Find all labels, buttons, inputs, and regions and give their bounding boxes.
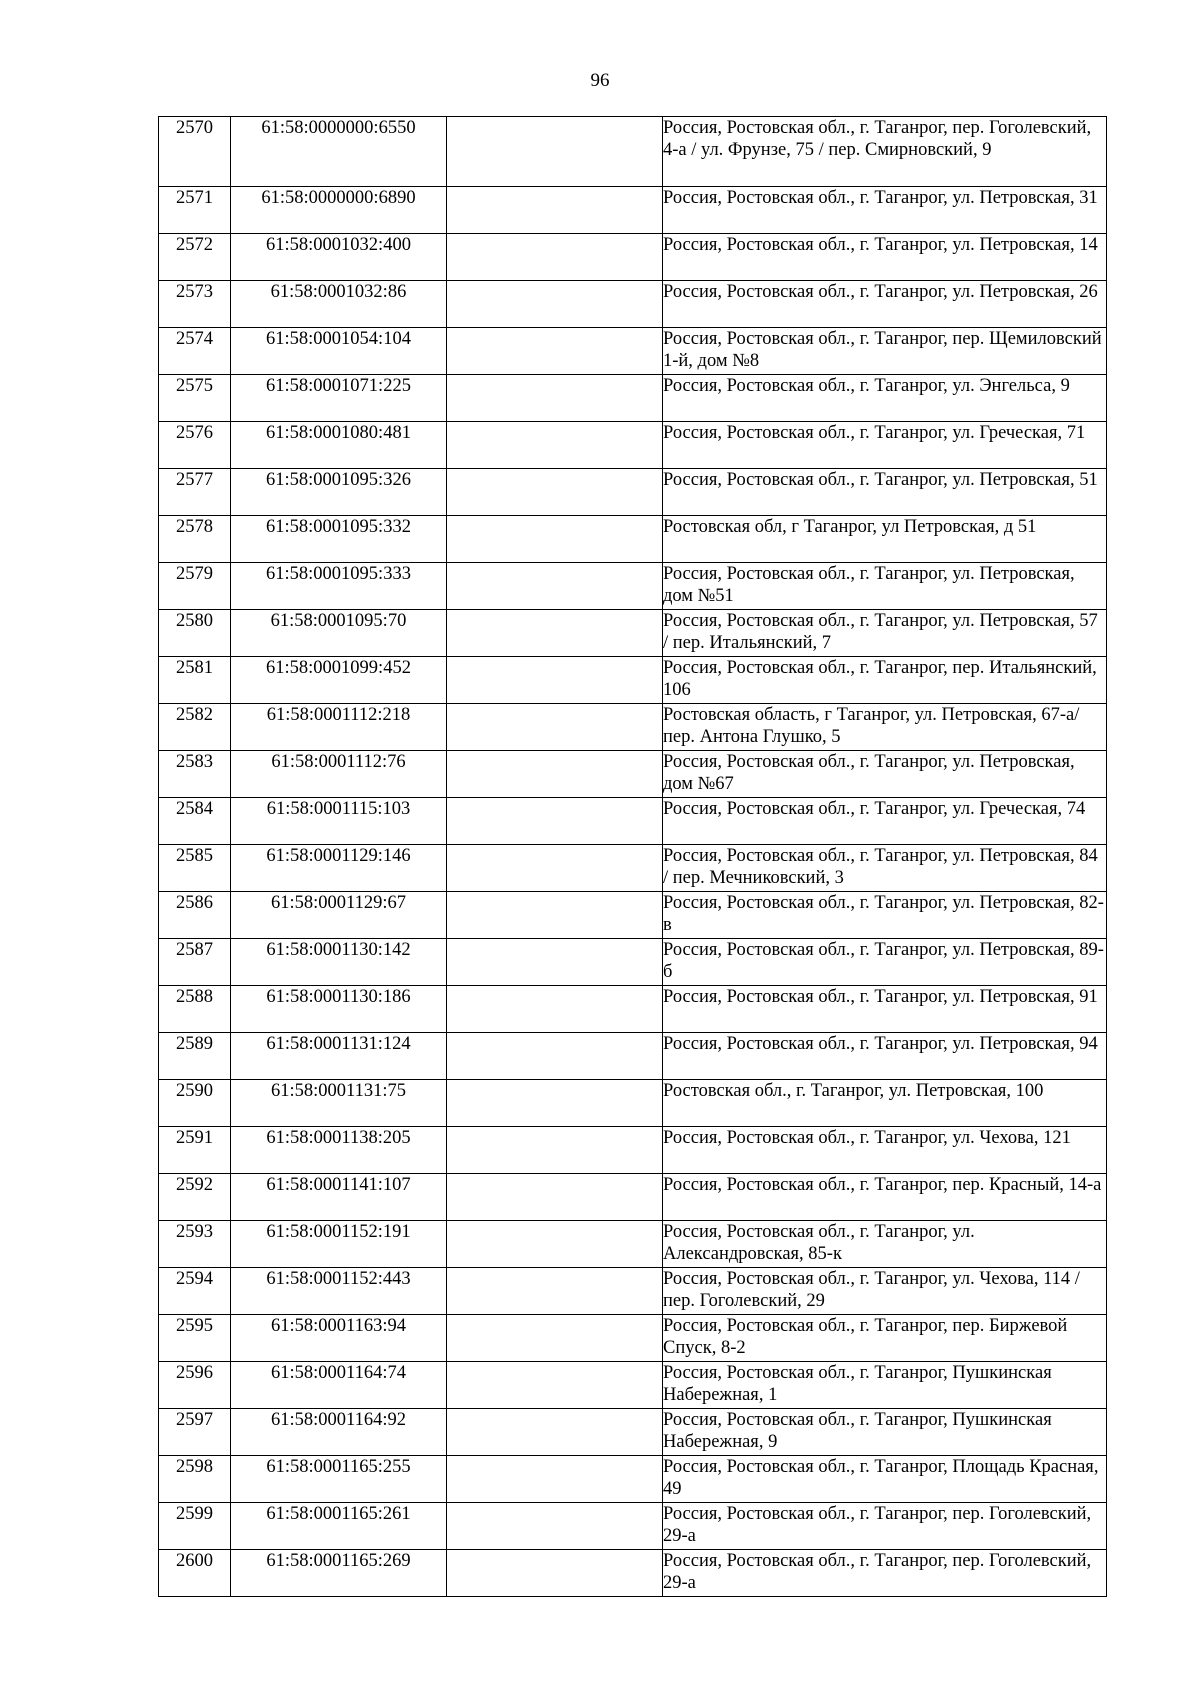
- address-cell: Россия, Ростовская обл., г. Таганрог, пер. Красный, 14-а: [663, 1174, 1107, 1221]
- row-number-cell: 2599: [159, 1503, 231, 1550]
- table-row: [159, 1315, 1107, 1362]
- table-row: [159, 117, 1107, 187]
- empty-cell: [447, 1080, 663, 1127]
- address-cell: Ростовская область, г Таганрог, ул. Петровская, 67-а/пер. Антона Глушко, 5: [663, 704, 1107, 751]
- empty-cell: [447, 1174, 663, 1221]
- row-number-cell: 2596: [159, 1362, 231, 1409]
- cadastral-number-cell: 61:58:0001095:326: [231, 469, 447, 516]
- empty-cell: [447, 798, 663, 845]
- empty-cell: [447, 117, 663, 187]
- empty-cell: [447, 1456, 663, 1503]
- cadastral-number-cell: 61:58:0001130:186: [231, 986, 447, 1033]
- empty-cell: [447, 422, 663, 469]
- row-number-cell: 2574: [159, 328, 231, 375]
- empty-cell: [447, 892, 663, 939]
- table-row: [159, 187, 1107, 234]
- empty-cell: [447, 1268, 663, 1315]
- cadastral-number-cell: 61:58:0000000:6550: [231, 117, 447, 187]
- address-cell: Россия, Ростовская обл., г. Таганрог, ул. Петровская, 57 / пер. Итальянский, 7: [663, 610, 1107, 657]
- row-number-cell: 2594: [159, 1268, 231, 1315]
- table-row: [159, 1174, 1107, 1221]
- empty-cell: [447, 751, 663, 798]
- address-cell: Россия, Ростовская обл., г. Таганрог, ул. Петровская, дом №51: [663, 563, 1107, 610]
- empty-cell: [447, 1550, 663, 1597]
- empty-cell: [447, 469, 663, 516]
- table-row: [159, 234, 1107, 281]
- address-cell: Россия, Ростовская обл., г. Таганрог, ул. Греческая, 74: [663, 798, 1107, 845]
- cadastral-number-cell: 61:58:0000000:6890: [231, 187, 447, 234]
- address-cell: Россия, Ростовская обл., г. Таганрог, ул. Петровская, 14: [663, 234, 1107, 281]
- table-row: [159, 986, 1107, 1033]
- table-row: [159, 375, 1107, 422]
- table-row: [159, 328, 1107, 375]
- cadastral-number-cell: 61:58:0001165:269: [231, 1550, 447, 1597]
- address-cell: Россия, Ростовская обл., г. Таганрог, Пушкинская Набережная, 1: [663, 1362, 1107, 1409]
- row-number-cell: 2589: [159, 1033, 231, 1080]
- table-row: [159, 422, 1107, 469]
- address-cell: Россия, Ростовская обл., г. Таганрог, ул. Александровская, 85-к: [663, 1221, 1107, 1268]
- table-row: [159, 892, 1107, 939]
- table-row: [159, 657, 1107, 704]
- cadastral-number-cell: 61:58:0001164:74: [231, 1362, 447, 1409]
- row-number-cell: 2580: [159, 610, 231, 657]
- cadastral-number-cell: 61:58:0001165:261: [231, 1503, 447, 1550]
- table-row: [159, 1550, 1107, 1597]
- cadastral-number-cell: 61:58:0001095:333: [231, 563, 447, 610]
- row-number-cell: 2570: [159, 117, 231, 187]
- empty-cell: [447, 375, 663, 422]
- cadastral-number-cell: 61:58:0001138:205: [231, 1127, 447, 1174]
- row-number-cell: 2573: [159, 281, 231, 328]
- table-row: [159, 798, 1107, 845]
- cadastral-number-cell: 61:58:0001080:481: [231, 422, 447, 469]
- cadastral-number-cell: 61:58:0001141:107: [231, 1174, 447, 1221]
- cadastral-number-cell: 61:58:0001152:191: [231, 1221, 447, 1268]
- row-number-cell: 2579: [159, 563, 231, 610]
- address-cell: Россия, Ростовская обл., г. Таганрог, ул. Петровская, 94: [663, 1033, 1107, 1080]
- empty-cell: [447, 986, 663, 1033]
- row-number-cell: 2572: [159, 234, 231, 281]
- cadastral-number-cell: 61:58:0001152:443: [231, 1268, 447, 1315]
- row-number-cell: 2577: [159, 469, 231, 516]
- table-row: [159, 469, 1107, 516]
- address-cell: Россия, Ростовская обл., г. Таганрог, пер. Гоголевский, 29-а: [663, 1550, 1107, 1597]
- empty-cell: [447, 328, 663, 375]
- table-row: [159, 610, 1107, 657]
- cadastral-number-cell: 61:58:0001129:146: [231, 845, 447, 892]
- address-cell: Россия, Ростовская обл., г. Таганрог, пер. Гоголевский, 29-а: [663, 1503, 1107, 1550]
- table-row: [159, 1268, 1107, 1315]
- table-row: [159, 281, 1107, 328]
- cadastral-number-cell: 61:58:0001032:400: [231, 234, 447, 281]
- empty-cell: [447, 234, 663, 281]
- row-number-cell: 2585: [159, 845, 231, 892]
- table-row: [159, 845, 1107, 892]
- table-row: [159, 1127, 1107, 1174]
- table-row: [159, 1221, 1107, 1268]
- table-row: [159, 1456, 1107, 1503]
- cadastral-number-cell: 61:58:0001131:75: [231, 1080, 447, 1127]
- address-cell: Россия, Ростовская обл., г. Таганрог, пер. Итальянский, 106: [663, 657, 1107, 704]
- cadastral-number-cell: 61:58:0001164:92: [231, 1409, 447, 1456]
- empty-cell: [447, 1362, 663, 1409]
- table-row: [159, 751, 1107, 798]
- table-row: [159, 1409, 1107, 1456]
- address-cell: Россия, Ростовская обл., г. Таганрог, ул. Петровская, дом №67: [663, 751, 1107, 798]
- cadastral-number-cell: 61:58:0001115:103: [231, 798, 447, 845]
- registry-table: [158, 116, 1107, 1597]
- empty-cell: [447, 187, 663, 234]
- empty-cell: [447, 1503, 663, 1550]
- address-cell: Россия, Ростовская обл., г. Таганрог, ул. Петровская, 89-б: [663, 939, 1107, 986]
- row-number-cell: 2597: [159, 1409, 231, 1456]
- address-cell: Россия, Ростовская обл., г. Таганрог, пер. Гоголевский, 4-а / ул. Фрунзе, 75 / пер. Смирновский, 9: [663, 117, 1107, 187]
- empty-cell: [447, 281, 663, 328]
- table-row: [159, 939, 1107, 986]
- row-number-cell: 2600: [159, 1550, 231, 1597]
- empty-cell: [447, 1221, 663, 1268]
- row-number-cell: 2598: [159, 1456, 231, 1503]
- address-cell: Россия, Ростовская обл., г. Таганрог, пер. Биржевой Спуск, 8-2: [663, 1315, 1107, 1362]
- empty-cell: [447, 1127, 663, 1174]
- empty-cell: [447, 845, 663, 892]
- registry-table-body: [159, 117, 1107, 1597]
- row-number-cell: 2575: [159, 375, 231, 422]
- address-cell: Россия, Ростовская обл., г. Таганрог, ул. Петровская, 51: [663, 469, 1107, 516]
- row-number-cell: 2593: [159, 1221, 231, 1268]
- row-number-cell: 2588: [159, 986, 231, 1033]
- address-cell: Россия, Ростовская обл., г. Таганрог, ул. Петровская, 82-в: [663, 892, 1107, 939]
- address-cell: Россия, Ростовская обл., г. Таганрог, ул. Чехова, 114 / пер. Гоголевский, 29: [663, 1268, 1107, 1315]
- row-number-cell: 2578: [159, 516, 231, 563]
- row-number-cell: 2581: [159, 657, 231, 704]
- row-number-cell: 2592: [159, 1174, 231, 1221]
- address-cell: Россия, Ростовская обл., г. Таганрог, ул. Петровская, 84 / пер. Мечниковский, 3: [663, 845, 1107, 892]
- row-number-cell: 2586: [159, 892, 231, 939]
- cadastral-number-cell: 61:58:0001163:94: [231, 1315, 447, 1362]
- cadastral-number-cell: 61:58:0001071:225: [231, 375, 447, 422]
- cadastral-number-cell: 61:58:0001112:76: [231, 751, 447, 798]
- address-cell: Россия, Ростовская обл., г. Таганрог, ул. Петровская, 26: [663, 281, 1107, 328]
- table-row: [159, 1080, 1107, 1127]
- cadastral-number-cell: 61:58:0001032:86: [231, 281, 447, 328]
- row-number-cell: 2590: [159, 1080, 231, 1127]
- address-cell: Россия, Ростовская обл., г. Таганрог, ул. Петровская, 91: [663, 986, 1107, 1033]
- empty-cell: [447, 1409, 663, 1456]
- cadastral-number-cell: 61:58:0001099:452: [231, 657, 447, 704]
- row-number-cell: 2587: [159, 939, 231, 986]
- cadastral-number-cell: 61:58:0001165:255: [231, 1456, 447, 1503]
- cadastral-number-cell: 61:58:0001131:124: [231, 1033, 447, 1080]
- address-cell: Ростовская обл., г. Таганрог, ул. Петровская, 100: [663, 1080, 1107, 1127]
- address-cell: Россия, Ростовская обл., г. Таганрог, ул. Греческая, 71: [663, 422, 1107, 469]
- address-cell: Россия, Ростовская обл., г. Таганрог, ул. Энгельса, 9: [663, 375, 1107, 422]
- table-row: [159, 1362, 1107, 1409]
- address-cell: Россия, Ростовская обл., г. Таганрог, ул. Чехова, 121: [663, 1127, 1107, 1174]
- cadastral-number-cell: 61:58:0001112:218: [231, 704, 447, 751]
- empty-cell: [447, 939, 663, 986]
- address-cell: Россия, Ростовская обл., г. Таганрог, пер. Щемиловский 1-й, дом №8: [663, 328, 1107, 375]
- row-number-cell: 2571: [159, 187, 231, 234]
- row-number-cell: 2595: [159, 1315, 231, 1362]
- table-row: [159, 1503, 1107, 1550]
- cadastral-number-cell: 61:58:0001095:332: [231, 516, 447, 563]
- address-cell: Ростовская обл, г Таганрог, ул Петровская, д 51: [663, 516, 1107, 563]
- row-number-cell: 2584: [159, 798, 231, 845]
- empty-cell: [447, 1315, 663, 1362]
- row-number-cell: 2591: [159, 1127, 231, 1174]
- table-row: [159, 516, 1107, 563]
- table-row: [159, 1033, 1107, 1080]
- cadastral-number-cell: 61:58:0001129:67: [231, 892, 447, 939]
- row-number-cell: 2583: [159, 751, 231, 798]
- table-row: [159, 563, 1107, 610]
- page-number: 96: [590, 70, 610, 91]
- address-cell: Россия, Ростовская обл., г. Таганрог, ул. Петровская, 31: [663, 187, 1107, 234]
- row-number-cell: 2576: [159, 422, 231, 469]
- empty-cell: [447, 516, 663, 563]
- row-number-cell: 2582: [159, 704, 231, 751]
- cadastral-number-cell: 61:58:0001130:142: [231, 939, 447, 986]
- cadastral-number-cell: 61:58:0001054:104: [231, 328, 447, 375]
- empty-cell: [447, 704, 663, 751]
- address-cell: Россия, Ростовская обл., г. Таганрог, Площадь Красная, 49: [663, 1456, 1107, 1503]
- cadastral-number-cell: 61:58:0001095:70: [231, 610, 447, 657]
- table-row: [159, 704, 1107, 751]
- address-cell: Россия, Ростовская обл., г. Таганрог, Пушкинская Набережная, 9: [663, 1409, 1107, 1456]
- empty-cell: [447, 1033, 663, 1080]
- empty-cell: [447, 610, 663, 657]
- empty-cell: [447, 563, 663, 610]
- empty-cell: [447, 657, 663, 704]
